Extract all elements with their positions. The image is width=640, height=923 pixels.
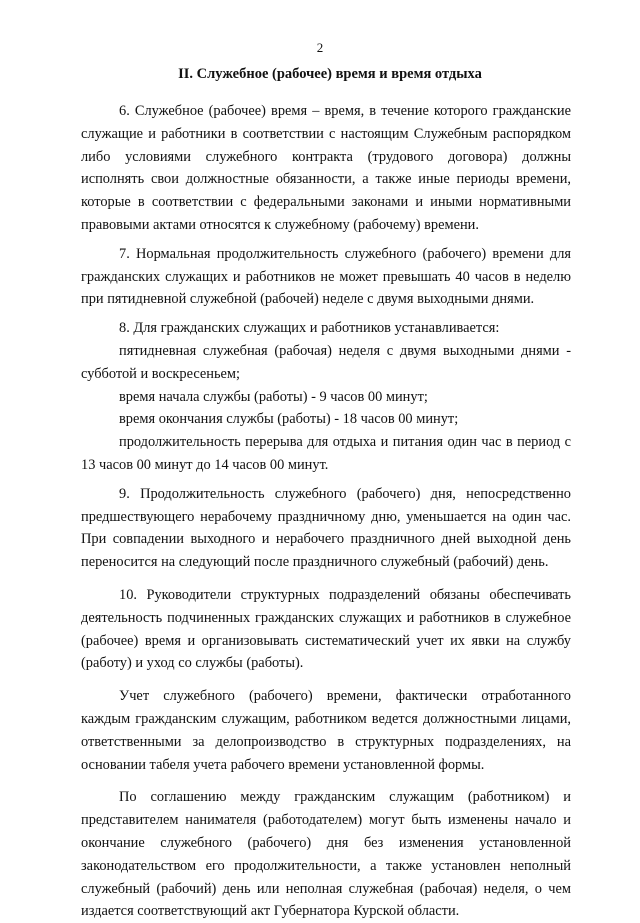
page-number: 2 xyxy=(316,40,324,55)
paragraph-8-start-time: время начала службы (работы) - 9 часов 00 минут; xyxy=(119,388,428,405)
paragraph-agreement: По соглашению между гражданским служащим (работником) и представителем нанимателя (работодателем) могут быть изменены начало и окончание служебного (рабочего) дня без изменения установленной законодательством его продолжительности, а также установлен неполный служебный (рабочий) день или неполная служебная (рабочая) неделя, о чем издается соответствующий акт Губернатора Курской области. xyxy=(81,789,571,920)
paragraph-7: 7. Нормальная продолжительность служебного (рабочего) времени для гражданских служащих и работников не может превышать 40 часов в неделю при пятидневной служебной (рабочей) неделе с двумя выходными днями. xyxy=(81,245,571,308)
section-title: II. Служебное (рабочее) время и время отдыха xyxy=(178,66,482,82)
paragraph-9: 9. Продолжительность служебного (рабочего) дня, непосредственно предшествующего нерабочему праздничному дню, уменьшается на один час. При совпадении выходного и нерабочего праздничного дней выходной день переносится на следующий после праздничного служебный (рабочий) день. xyxy=(81,485,571,571)
paragraph-8-break: продолжительность перерыва для отдыха и питания один час в период с 13 часов 00 минут до 14 часов 00 минут. xyxy=(81,434,571,473)
paragraph-time-accounting: Учет служебного (рабочего) времени, фактически отработанного каждым гражданским служащим, работником ведется должностными лицами, ответственными за делопроизводство в структурных подразделениях, на основании табеля учета рабочего времени установленной формы. xyxy=(81,688,571,773)
paragraph-10: 10. Руководители структурных подразделений обязаны обеспечивать деятельность подчиненных гражданских служащих и работников в служебное (рабочее) время и организовывать систематический учет их явки на службу (работу) и уход со службы (работы). xyxy=(81,586,571,672)
document-body xyxy=(81,100,571,923)
paragraph-8: 8. Для гражданских служащих и работников устанавливается: xyxy=(119,320,500,337)
paragraph-8-end-time: время окончания службы (работы) - 18 часов 00 минут; xyxy=(119,411,459,428)
paragraph-6: 6. Служебное (рабочее) время – время, в течение которого гражданские служащие и работники в соответствии с настоящим Служебным распорядком либо условиями служебного контракта (трудового договора) должны исполнять свои должностные обязанности, а также иные периоды времени, которые в соответствии с федеральными законами и иными нормативными правовыми актами относятся к служебному (рабочему) времени. xyxy=(81,103,571,233)
paragraph-8-workweek: пятидневная служебная (рабочая) неделя с двумя выходными днями - субботой и воскресеньем; xyxy=(81,342,571,382)
